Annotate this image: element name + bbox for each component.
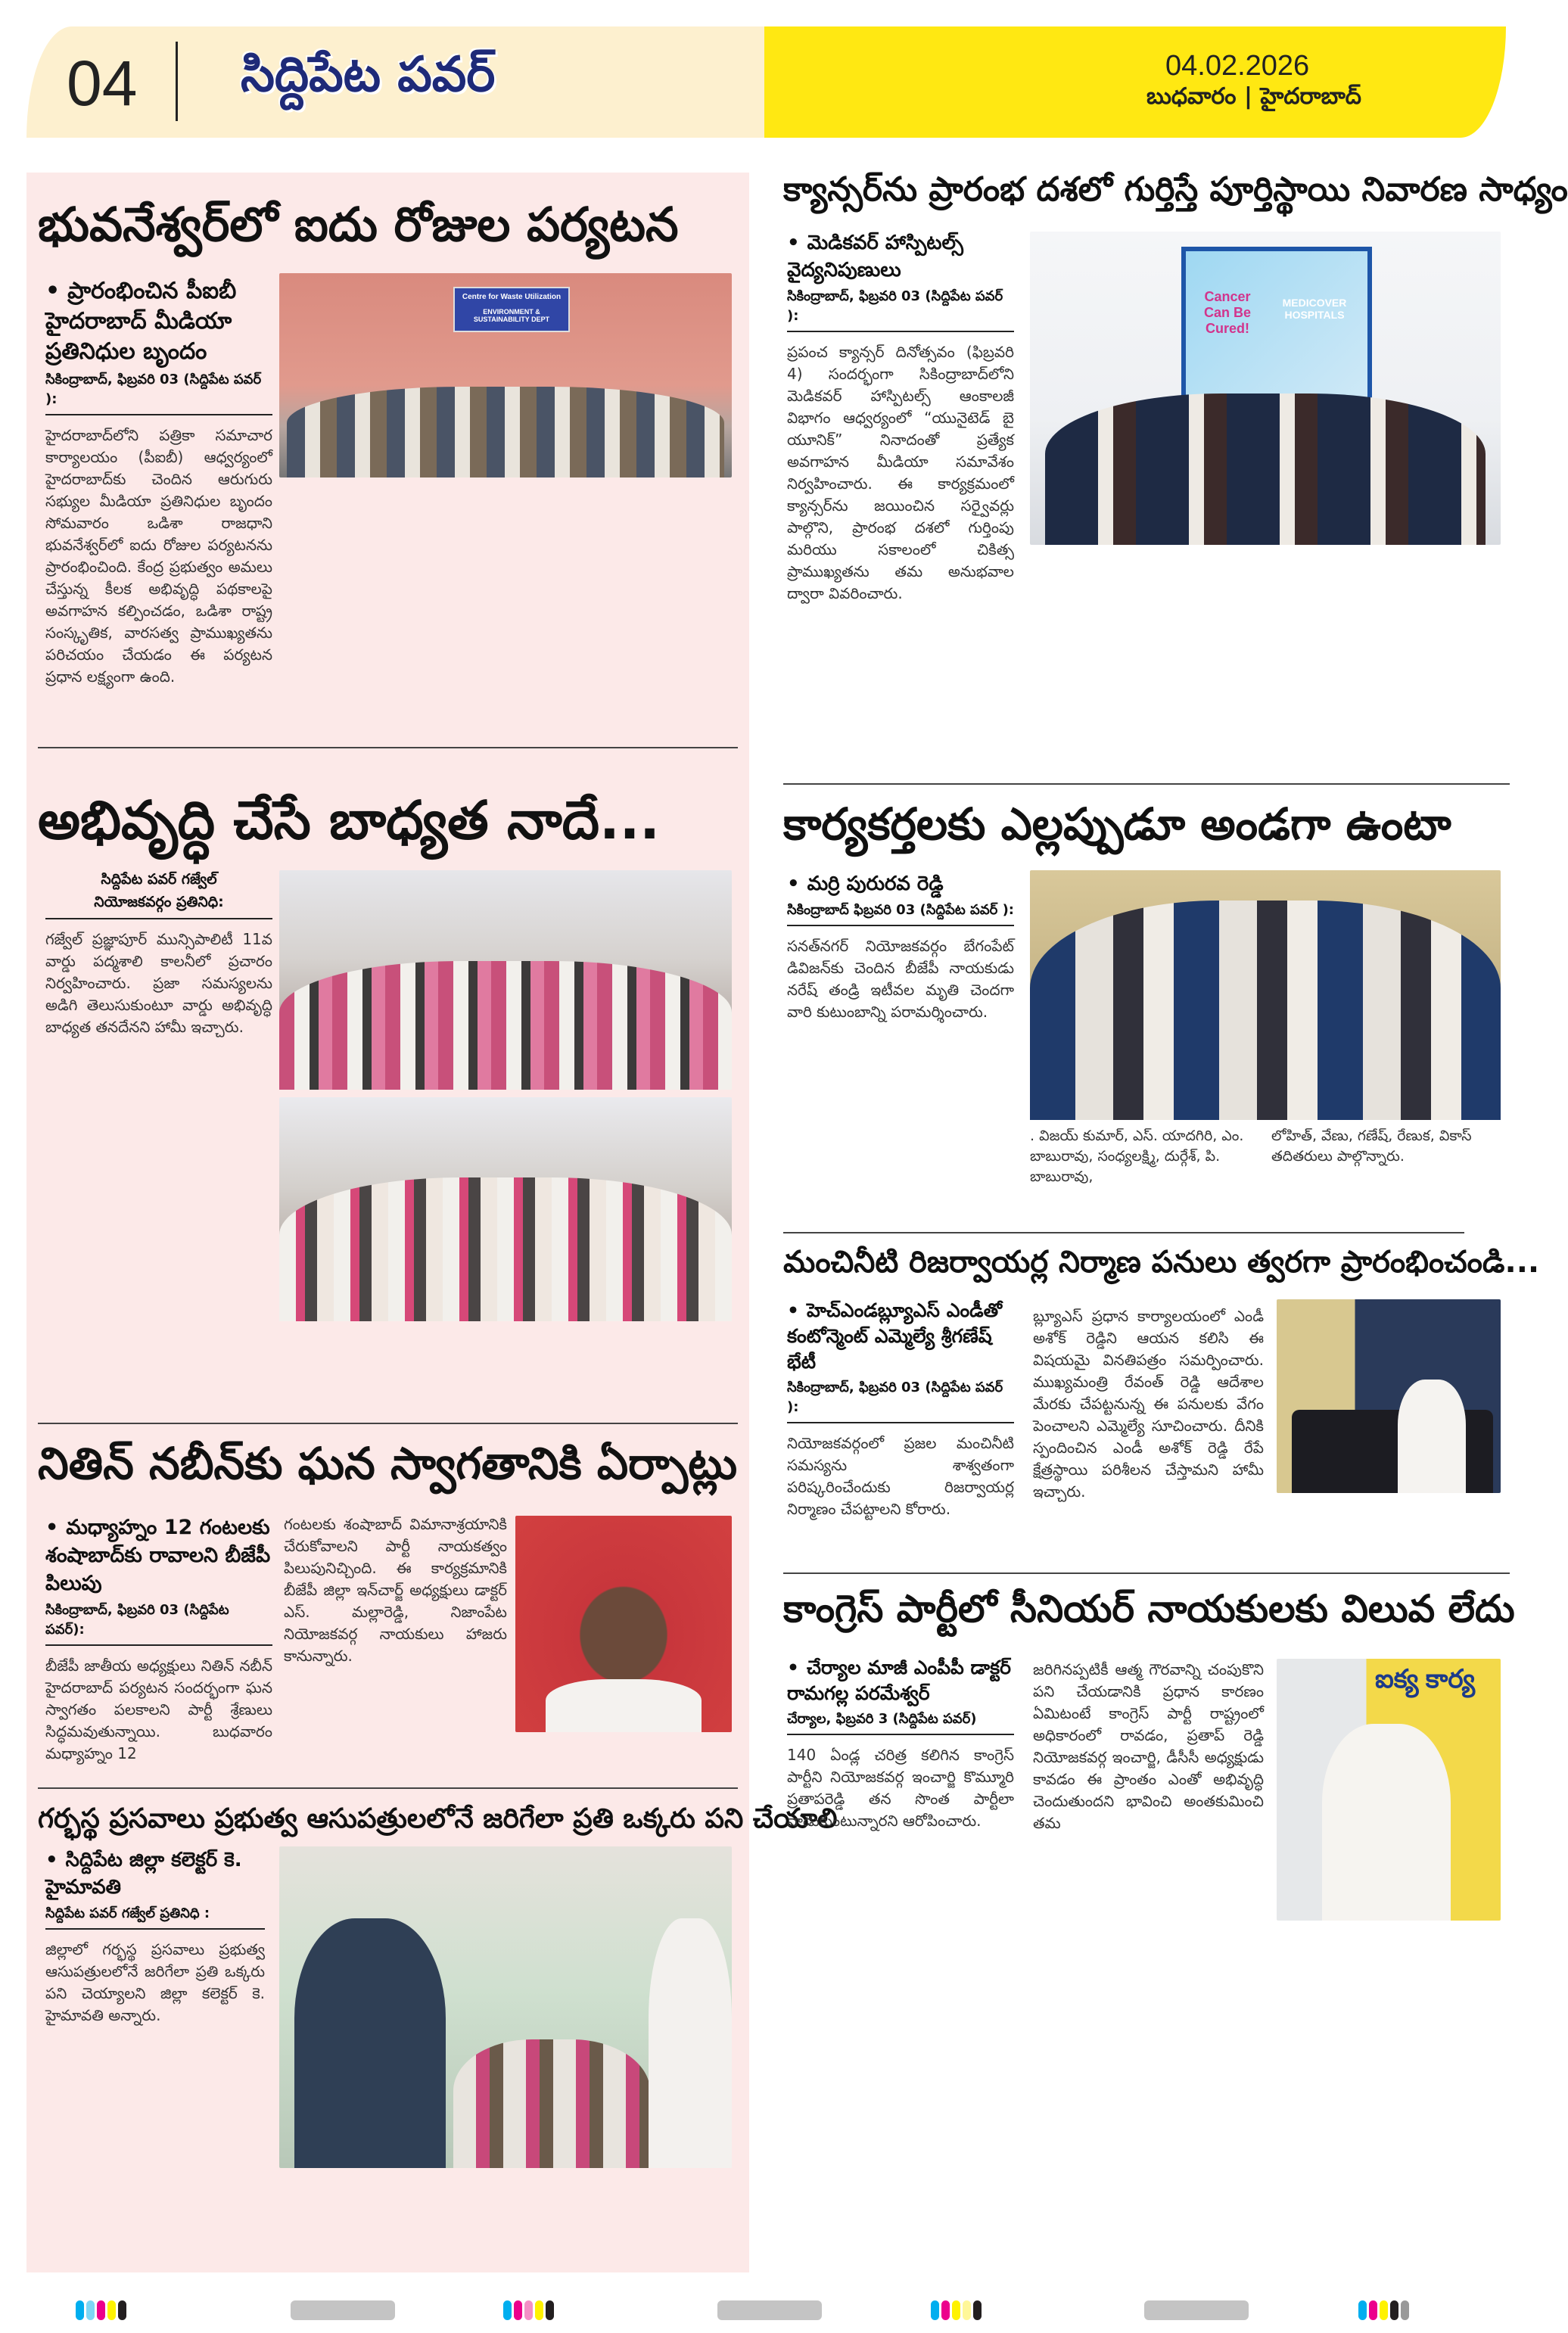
kicker: • చేర్యాల మాజీ ఎంపీపీ డాక్టర్ రామగల్ల పరమేశ్వర్ చేర్యాల, ఫిబ్రవరి 3 (సిద్దిపేట పవర్) (787, 1655, 1014, 1735)
article-nitin-nabin (38, 1438, 738, 1778)
header-divider (176, 42, 178, 121)
divider (783, 1232, 1464, 1233)
dateline-block: సిద్దిపేట పవర్ గజ్వేల్ నియోజకవర్గం ప్రతినిధి: (45, 868, 272, 919)
gray-bar (1144, 2300, 1249, 2320)
article-body-col1: బీజేపీ జాతీయ అధ్యక్షులు నితిన్ నబీన్ హైదరాబాద్ పర్యటన సందర్భంగా ఘన స్వాగతం పలకాలని పార్టీ శ్రేణులు సిద్ధమవుతున్నాయి. బుధవారం మధ్యాహ్నం 12 (45, 1656, 272, 1762)
article-body-col2: జరిగినప్పటికీ ఆత్మ గౌరవాన్ని చంపుకొని పని చేయడానికి ప్రధాన కారణం ఏమిటంటే కాంగ్రెస్ పార్టీ రాష్ట్రంలో అధికారంలో రావడం, ప్రతాప్ రెడ్డి నియోజకవర్గ ఇంచార్జి, డీసీసీ అధ్యక్షుడు కావడం ఈ ప్రాంతం ఎంతో అభివృద్ధి చెందుతుందని భావించి అంతకుమించి తమ (1033, 1660, 1264, 1832)
article-body-col1: 140 ఏండ్ల చరిత్ర కలిగిన కాంగ్రెస్ పార్టీని నియోజకవర్గ ఇంచార్జి కొమ్మూరి ప్రతాపరెడ్డి తన సొంత పార్టీలా వాడుకుంటున్నారని ఆరోపించారు. (787, 1746, 1014, 1830)
person-white (1398, 1380, 1466, 1493)
masthead-title: సిద్దిపేట పవర్ (241, 47, 496, 103)
lead-column (45, 868, 272, 1038)
crowd (279, 961, 732, 1090)
kicker: • సిద్దిపేట జిల్లా కలెక్టర్ కె. హైమావతి సిద్దిపేట పవర్ గజ్వేల్ ప్రతినిధి : (45, 1846, 265, 1930)
bullet-icon: • (787, 873, 800, 895)
lead-column (787, 229, 1014, 605)
bullet-icon: • (45, 278, 61, 304)
people (1030, 901, 1501, 1120)
headline: అభివృద్ధి చేసే బాధ్యత నాదే... (38, 789, 660, 851)
article-water-reservoir (783, 1241, 1540, 1566)
officer (294, 1918, 446, 2168)
headline: క్యాన్సర్‌ను ప్రారంభ దశలో గుర్తిస్తే పూర్తిస్థాయి నివారణ సాధ్యం (783, 170, 1568, 209)
article-deliveries (38, 1800, 838, 2269)
lead-column (45, 276, 272, 688)
meeting-photo (1277, 1299, 1501, 1493)
kicker: • మెడికవర్ హాస్పిటల్స్ వైద్యనిపుణులు సికింద్రాబాద్, ఫిబ్రవరి 03 (సిద్దిపేట పవర్ ): (787, 229, 1014, 332)
dateline: సికింద్రాబాద్, ఫిబ్రవరి 03 (సిద్దిపేట పవర్): (45, 1600, 272, 1646)
photo-caption-col1: . విజయ్ కుమార్, ఎస్. యాదగిరి, ఎం. బాబురావు, సంధ్యలక్ష్మి, దుర్గేశ్, పి. బాబురావు, (1030, 1128, 1244, 1185)
news-photo (279, 1846, 732, 2168)
headline: గర్భస్థ ప్రసవాలు ప్రభుత్వ ఆసుపత్రులలోనే జరిగేలా ప్రతి ఒక్కరు పని చేయాలి (38, 1803, 838, 1834)
headline: మంచినీటి రిజర్వాయర్ల నిర్మాణ పనులు త్వరగా ప్రారంభించండి... (783, 1245, 1540, 1280)
registration-marks (931, 2300, 982, 2320)
speaker (1322, 1724, 1451, 1921)
bullet-icon: • (45, 1516, 59, 1539)
article-body: జిల్లాలో గర్భస్థ ప్రసవాలు ప్రభుత్వ ఆసుపత్రులలోనే జరిగేలా ప్రతి ఒక్కరు పని చెయ్యాలని జిల్లా కలెక్టర్ కె. హైమావతి అన్నారు. (45, 1940, 265, 2024)
headline: నితిన్ నబీన్‌కు ఘన స్వాగతానికి ఏర్పాట్లు (38, 1438, 738, 1489)
lead-column (45, 1846, 265, 2027)
lead-column (787, 1655, 1014, 1832)
article-congress (783, 1583, 1515, 2264)
backdrop-banner: Cancer Can Be Cured! MEDICOVER HOSPITALS (1181, 247, 1372, 407)
article-body-col1: నియోజకవర్గంలో ప్రజల మంచినీటి సమస్యను శాశ్వతంగా పరిష్కరించేందుకు రిజర్వాయర్ల నిర్మాణం చేపట్టాలని కోరారు. (787, 1434, 1014, 1518)
dateline: సికింద్రాబాద్, ఫిబ్రవరి 03 (సిద్దిపేట పవర్ ): (787, 1378, 1014, 1423)
edition-date: 04.02.2026 (1165, 50, 1310, 82)
divider (783, 1572, 1510, 1574)
dateline: సికింద్రాబాద్, ఫిబ్రవరి 03 (సిద్దిపేట పవర్ ): (45, 370, 272, 415)
bullet-icon: • (45, 1849, 58, 1871)
divider (783, 783, 1510, 785)
bullet-icon: • (787, 1299, 799, 1321)
bullet-icon: • (787, 1656, 799, 1678)
crowd (279, 1177, 732, 1321)
kicker: • ప్రారంభించిన పీఐబీ హైదరాబాద్ మీడియా ప్రతినిధుల బృందం సికింద్రాబాద్, ఫిబ్రవరి 03 (సిద్దిపేట పవర్ ): (45, 276, 272, 415)
article-bhubaneswar (38, 193, 738, 745)
divider (38, 1423, 738, 1424)
group-people (287, 387, 724, 477)
headline: కాంగ్రెస్ పార్టీలో సీనియర్ నాయకులకు విలువ లేదు (783, 1587, 1515, 1631)
gray-bar (291, 2300, 395, 2320)
condolence-photo (1030, 870, 1501, 1120)
kicker: • హెచ్ఎండబ్ల్యూఎస్ ఎండీతో కంటోన్మెంట్ ఎమ్మెల్యే శ్రీగణేష్ భేటీ సికింద్రాబాద్, ఫిబ్రవరి 03 (సిద్దిపేట పవర్ ): (787, 1298, 1014, 1423)
kicker: • మర్రి పురురవ రెడ్డి సికింద్రాబాద్ ఫిబ్రవరి 03 (సిద్దిపేట పవర్ ): (787, 870, 1014, 926)
lead-column (787, 870, 1014, 1023)
bullet-icon: • (787, 232, 800, 254)
header-band-right (764, 26, 1506, 138)
dateline: చేర్యాల, ఫిబ్రవరి 3 (సిద్దిపేట పవర్) (787, 1709, 1014, 1735)
news-photo (279, 273, 732, 477)
article-body: హైదరాబాద్‌లోని పత్రికా సమాచార కార్యాలయం (పీఐబీ) ఆధ్వర్యంలో హైదరాబాద్‌కు చెందిన ఆరుగురు సభ్యుల మీడియా ప్రతినిధుల బృందం సోమవారం ఒడిశా రాజధాని భువనేశ్వర్‌లో ఐదు రోజుల పర్యటనను ప్రారంభించింది. కేంద్ర ప్రభుత్వం అమలు చేస్తున్న కీలక అభివృద్ధి పథకాలపై అవగాహన కల్పించడం, ఒడిశా రాష్ట్ర సంస్కృతిక, వారసత్వ ప్రాముఖ్యతను పరిచయం చేయడం ఈ పర్యటన ప్రధాన లక్ష్యంగా ఉంది. (45, 426, 272, 686)
lead-column (787, 1298, 1014, 1520)
portrait-photo: ఐక్య కార్య (1277, 1659, 1501, 1921)
article-workers (783, 795, 1510, 1233)
portrait-photo (515, 1516, 732, 1732)
article-development (38, 783, 738, 1411)
article-body-col2: బ్ల్యూఎస్ ప్రధాన కార్యాలయంలో ఎండీ అశోక్ రెడ్డిని ఆయన కలిసి ఈ విషయమై వినతిపత్రం సమర్పించారు. ముఖ్యమంత్రి రేవంత్ రెడ్డి ఆదేశాల మేరకు చేపట్టనున్న ఈ పనులకు వేగం పెంచాలని ఎమ్మెల్యే సూచించారు. దీనికి స్పందించిన ఎండీ అశోక్ రెడ్డి రేపే క్షేత్రస్థాయి పరిశీలన చేస్తామని హామీ ఇచ్చారు. (1033, 1307, 1264, 1501)
headline: కార్యకర్తలకు ఎల్లప్పుడూ అండగా ఉంటా (783, 798, 1451, 850)
article-body: సనత్‌నగర్ నియోజకవర్గం బేగంపేట్ డివిజన్‌కు చెందిన బీజేపీ నాయకుడు నరేష్ తండ్రి ఇటీవల మృతి చెందగా వారి కుటుంబాన్ని పరామర్శించారు. (787, 937, 1014, 1021)
photo-caption-col2: లోహిత్, వేణు, గణేష్, రేణుక, వికాస్ తదితరులు పాల్గొన్నారు. (1271, 1128, 1472, 1165)
registration-marks (1358, 2300, 1409, 2320)
page-number: 04 (67, 48, 138, 119)
dateline: సిద్దిపేట పవర్ గజ్వేల్ ప్రతినిధి : (45, 1904, 265, 1930)
kicker: • మధ్యాహ్నం 12 గంటలకు శంషాబాద్‌కు రావాలని బీజేపీ పిలుపు సికింద్రాబాద్, ఫిబ్రవరి 03 (సిద్దిపేట పవర్): (45, 1513, 272, 1646)
lead-column (45, 1513, 272, 1765)
man (649, 1918, 732, 2168)
panel-members (1045, 393, 1486, 545)
registration-marks (76, 2300, 126, 2320)
news-photo-1 (279, 870, 732, 1090)
photo-sign: Centre for Waste Utilization ENVIRONMENT & SUSTAINABILITY DEPT (453, 287, 570, 332)
people (453, 2039, 650, 2168)
article-body: ప్రపంచ క్యాన్సర్ దినోత్సవం (ఫిబ్రవరి 4) సందర్భంగా సికింద్రాబాద్‌లోని మెడికవర్ హాస్పిటల్స్ ఆంకాలజీ విభాగం ఆధ్వర్యంలో “యునైటెడ్ బై యూనిక్” నినాదంతో ప్రత్యేక అవగాహన మీడియా సమావేశం నిర్వహించారు. ఈ కార్యక్రమంలో క్యాన్సర్‌ను జయించిన సర్వైవర్లు పాల్గొని, ప్రారంభ దశలో గుర్తింపు మరియు సకాలంలో చికిత్స ప్రాముఖ్యతను తమ అనుభవాల ద్వారా వివరించారు. (787, 343, 1014, 602)
news-photo-2 (279, 1097, 732, 1321)
divider (38, 747, 738, 748)
divider (38, 1787, 738, 1789)
article-cancer (783, 170, 1568, 776)
dateline: సికింద్రాబాద్ ఫిబ్రవరి 03 (సిద్దిపేట పవర్ ): (787, 901, 1014, 926)
article-body-col2: గంటలకు శంషాబాద్ విమానాశ్రయానికి చేరుకోవాలని పార్టీ నాయకత్వం పిలుపునిచ్చింది. ఈ కార్యక్రమానికి బీజేపీ జిల్లా ఇన్‌చార్జ్ అధ్యక్షులు డాక్టర్ ఎస్. మల్లారెడ్డి, నిజాంపేట నియోజకవర్గ నాయకులు హాజరు కానున్నారు. (284, 1515, 507, 1665)
dateline: సికింద్రాబాద్, ఫిబ్రవరి 03 (సిద్దిపేట పవర్ ): (787, 287, 1014, 332)
edition-day-place: బుధవారం | హైదరాబాద్ (1146, 83, 1361, 110)
headline: భువనేశ్వర్‌లో ఐదు రోజుల పర్యటన (38, 197, 679, 252)
gray-bar (717, 2300, 822, 2320)
article-body: గజ్వేల్ ప్రజ్ఞాపూర్ మున్సిపాలిటీ 11వ వార్డు పద్మశాలి కాలనీలో ప్రచారం నిర్వహించారు. ప్రజా సమస్యలను అడిగి తెలుసుకుంటూ వార్డు అభివృద్ధి బాధ్యత తనదేనని హామీ ఇచ్చారు. (45, 930, 272, 1036)
press-meet-photo (1030, 232, 1501, 545)
person-shirt (546, 1679, 702, 1732)
registration-marks (503, 2300, 554, 2320)
